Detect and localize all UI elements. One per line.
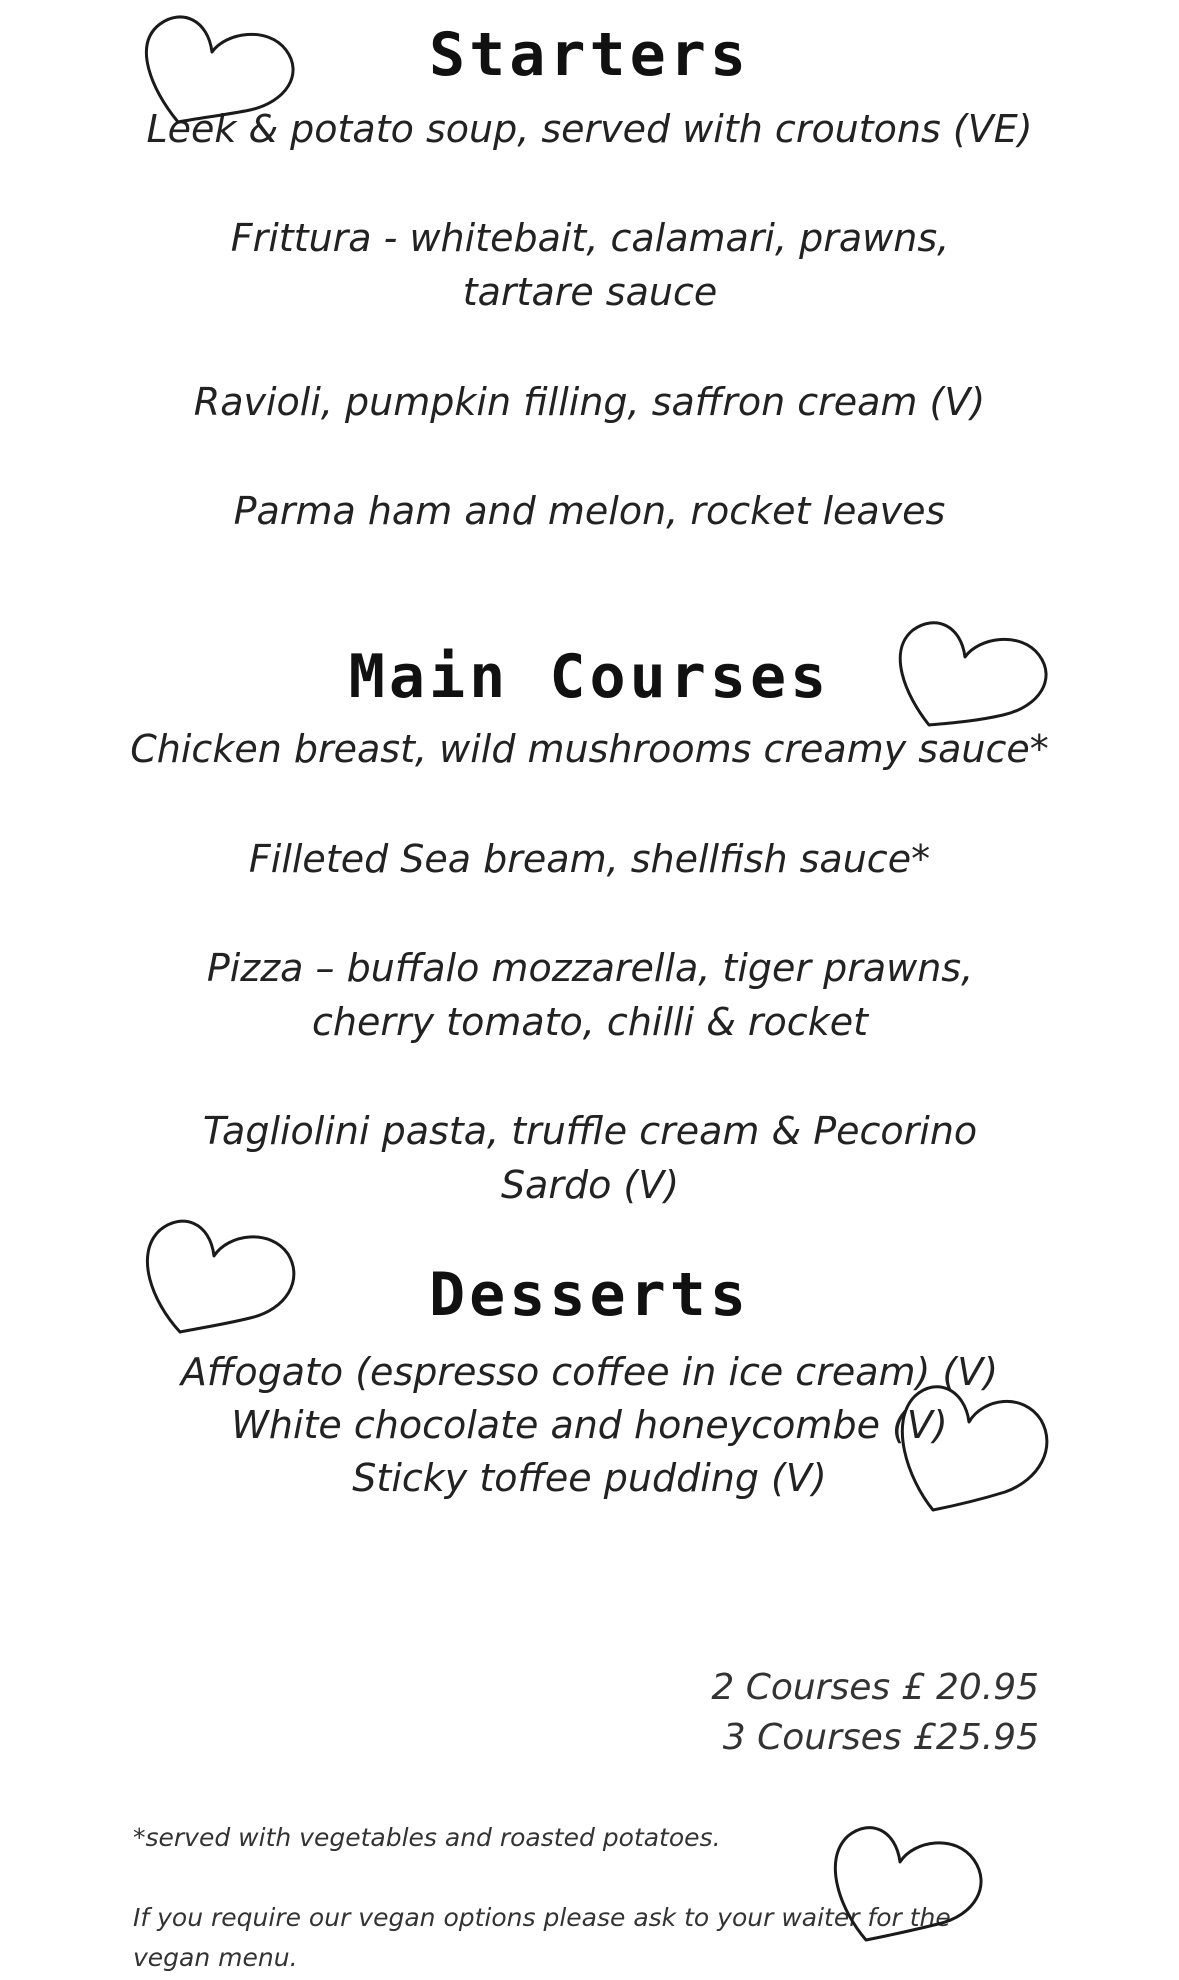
price-three-courses: 3 Courses £25.95	[722, 1717, 1039, 1758]
heart-icon	[828, 1818, 988, 1938]
menu-item: Tagliolini pasta, truffle cream & Pecorino Sardo (V)	[202, 1109, 978, 1207]
menu-item: Frittura - whitebait, calamari, prawns, tartare sauce	[230, 216, 950, 314]
heart-icon	[140, 1210, 300, 1330]
menu-item: Leek & potato soup, served with croutons (VE)	[146, 107, 1033, 151]
served-with-note: *served with vegetables and roasted potatoes.	[133, 1823, 721, 1852]
menu-item: Affogato (espresso coffee in ice cream) (V)	[180, 1350, 999, 1394]
heart-icon	[893, 1370, 1053, 1510]
menu-item: Parma ham and melon, rocket leaves	[233, 489, 946, 533]
menu-item: White chocolate and honeycombe (V)	[231, 1403, 948, 1447]
heart-icon	[893, 615, 1053, 725]
menu-item: Pizza – buffalo mozzarella, tiger prawns, cherry tomato, chilli & rocket	[206, 946, 974, 1044]
menu-item: Filleted Sea bream, shellfish sauce*	[248, 837, 931, 881]
section-title-main-courses: Main Courses	[348, 642, 831, 712]
menu-item: Ravioli, pumpkin filling, saffron cream (V)	[193, 380, 986, 424]
section-title-starters: Starters	[429, 20, 750, 90]
menu-item: Sticky toffee pudding (V)	[352, 1456, 827, 1500]
price-two-courses: 2 Courses £ 20.95	[711, 1667, 1039, 1708]
menu-item: Chicken breast, wild mushrooms creamy sauce*	[130, 727, 1049, 771]
section-title-desserts: Desserts	[429, 1260, 750, 1330]
vegan-note: If you require our vegan options please ask to your waiter for the vegan menu.	[133, 1903, 951, 1972]
heart-icon	[140, 10, 300, 120]
